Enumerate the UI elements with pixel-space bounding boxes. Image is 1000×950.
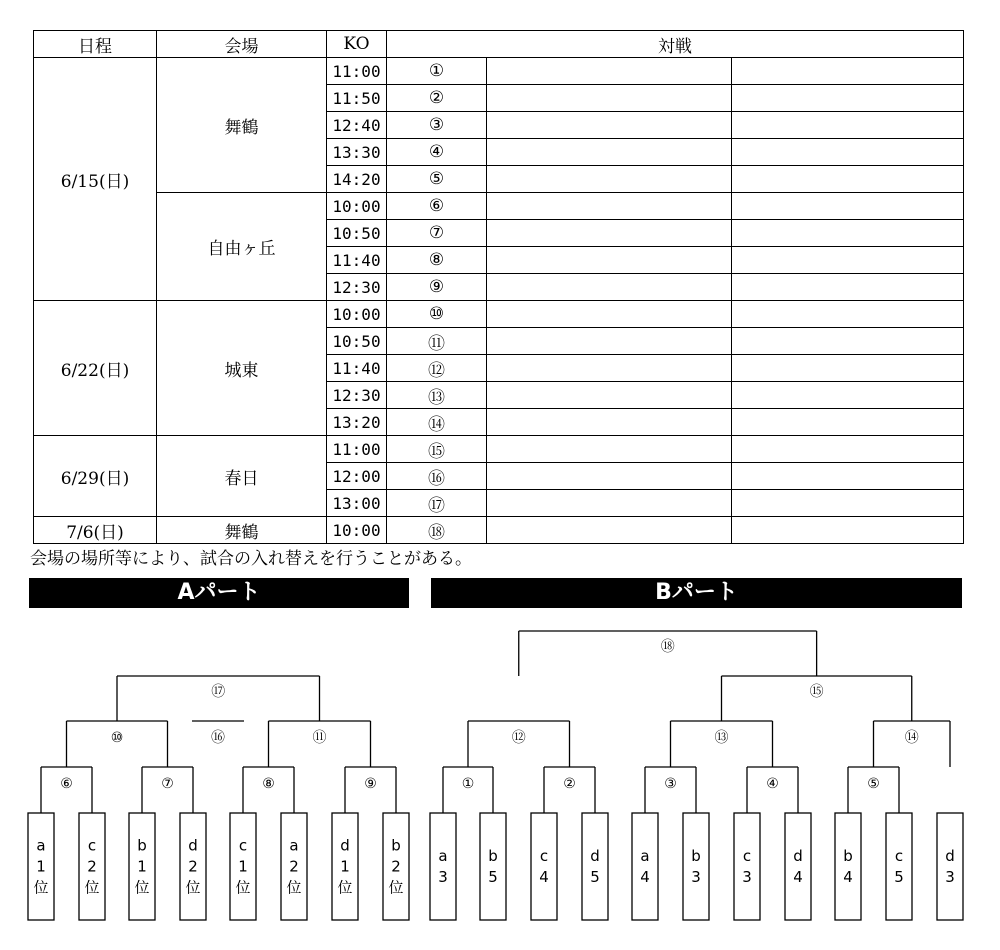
team-slot-box xyxy=(886,813,912,920)
team-slot-text: 1 xyxy=(137,857,147,876)
match-label-b-r2: ⑭ xyxy=(904,730,919,746)
team-slot-box xyxy=(480,813,506,920)
match-label-b-r1: ① xyxy=(461,776,475,792)
kickoff-time: 14:20 xyxy=(327,166,387,193)
team-slot-text: 1 xyxy=(340,857,350,876)
team-slot-text: d xyxy=(945,847,955,865)
team-slot-text: 5 xyxy=(590,868,600,886)
team-slot-text: 3 xyxy=(945,868,955,886)
match-number: ④ xyxy=(387,139,487,166)
team-slot-text: 3 xyxy=(438,868,448,886)
match-label-b-r1: ③ xyxy=(664,776,677,792)
match-label-b-r2: ⑬ xyxy=(714,730,729,746)
team-slot-text: b xyxy=(391,836,401,855)
team-slot-text: d xyxy=(340,836,350,855)
match-label-a-final: ⑰ xyxy=(211,684,226,700)
header-venue: 会場 xyxy=(157,31,327,58)
kickoff-time: 13:00 xyxy=(327,490,387,517)
team-slot-text: a xyxy=(36,836,46,855)
team-slot-box xyxy=(835,813,861,920)
match-number: ⑯ xyxy=(387,463,487,490)
team-slot-box xyxy=(937,813,963,920)
match-number: ⑪ xyxy=(387,328,487,355)
team-slot-text: 4 xyxy=(843,868,853,886)
match-label-b-r1: ② xyxy=(563,776,576,792)
team-slot-text: b xyxy=(691,847,701,865)
team-slot-box xyxy=(785,813,811,920)
match-label-a-r2: ⑩ xyxy=(110,730,124,746)
match-number: ⑨ xyxy=(387,274,487,301)
team-slot-text: 位 xyxy=(134,878,150,897)
match-number: ⑭ xyxy=(387,409,487,436)
team-slot-box xyxy=(531,813,557,920)
team-slot-text: d xyxy=(793,847,803,865)
team-slot-text: 4 xyxy=(640,868,650,886)
match-number: ② xyxy=(387,85,487,112)
team-slot-box xyxy=(632,813,658,920)
match-number: ⑧ xyxy=(387,247,487,274)
team-slot-box xyxy=(582,813,608,920)
match-number: ① xyxy=(387,58,487,85)
header-match: 対戦 xyxy=(387,31,964,58)
team-slot-text: c xyxy=(87,836,97,855)
kickoff-time: 12:00 xyxy=(327,463,387,490)
team-slot-text: a xyxy=(438,847,448,865)
team-slot-text: 2 xyxy=(391,857,401,876)
kickoff-time: 11:00 xyxy=(327,58,387,85)
kickoff-time: 13:30 xyxy=(327,139,387,166)
team-slot-text: 位 xyxy=(286,878,302,897)
kickoff-time: 11:00 xyxy=(327,436,387,463)
kickoff-time: 11:40 xyxy=(327,247,387,274)
match-label-b-r3: ⑮ xyxy=(809,684,824,700)
match-label-b-r1: ④ xyxy=(766,776,779,792)
kickoff-time: 10:00 xyxy=(327,517,387,544)
team-slot-box xyxy=(734,813,760,920)
team-slot-text: c xyxy=(238,836,248,855)
kickoff-time: 12:30 xyxy=(327,274,387,301)
match-label-b-final: ⑱ xyxy=(660,639,675,655)
team-slot-box xyxy=(683,813,709,920)
team-slot-text: b xyxy=(843,847,853,865)
team-slot-text: a xyxy=(289,836,299,855)
match-number: ⑱ xyxy=(387,517,487,544)
match-date: 6/15(日) xyxy=(34,58,157,301)
header-ko: KO xyxy=(327,31,387,58)
team-slot-text: b xyxy=(488,847,498,865)
match-label-a-r1: ⑥ xyxy=(60,776,73,792)
team-slot-text: 3 xyxy=(691,868,701,886)
match-date: 7/6(日) xyxy=(34,517,157,544)
match-venue: 城東 xyxy=(157,301,327,436)
team-slot-text: 位 xyxy=(33,878,49,897)
match-number: ⑮ xyxy=(387,436,487,463)
match-label-b-r1: ⑤ xyxy=(867,776,880,792)
team-slot-text: 5 xyxy=(488,868,498,886)
match-number: ③ xyxy=(387,112,487,139)
match-venue: 舞鶴 xyxy=(157,58,327,193)
team-slot-text: 位 xyxy=(84,878,100,897)
kickoff-time: 12:30 xyxy=(327,382,387,409)
match-number: ⑥ xyxy=(387,193,487,220)
team-slot-text: 位 xyxy=(185,878,201,897)
match-number: ⑤ xyxy=(387,166,487,193)
kickoff-time: 10:50 xyxy=(327,328,387,355)
match-number: ⑦ xyxy=(387,220,487,247)
match-label-b-r2: ⑫ xyxy=(511,730,526,746)
kickoff-time: 10:50 xyxy=(327,220,387,247)
match-label-a-r1: ⑦ xyxy=(161,776,174,792)
team-slot-text: c xyxy=(742,847,752,865)
match-label-a-r1: ⑧ xyxy=(262,776,275,792)
match-venue: 春日 xyxy=(157,436,327,517)
match-venue: 自由ヶ丘 xyxy=(157,193,327,301)
part-b-title: Bパート xyxy=(431,578,962,608)
team-slot-text: a xyxy=(640,847,650,865)
kickoff-time: 12:40 xyxy=(327,112,387,139)
kickoff-time: 10:00 xyxy=(327,193,387,220)
team-slot-text: d xyxy=(188,836,198,855)
part-a-title: Aパート xyxy=(29,578,409,608)
team-slot-text: 2 xyxy=(188,857,198,876)
kickoff-time: 11:40 xyxy=(327,355,387,382)
match-number: ⑰ xyxy=(387,490,487,517)
match-venue: 舞鶴 xyxy=(157,517,327,544)
kickoff-time: 11:50 xyxy=(327,85,387,112)
team-slot-text: 位 xyxy=(337,878,353,897)
match-number: ⑫ xyxy=(387,355,487,382)
team-slot-box xyxy=(430,813,456,920)
team-slot-text: 3 xyxy=(742,868,752,886)
match-date: 6/29(日) xyxy=(34,436,157,517)
match-label-a-r1: ⑨ xyxy=(364,776,377,792)
kickoff-time: 10:00 xyxy=(327,301,387,328)
team-slot-text: b xyxy=(137,836,147,855)
team-slot-text: 4 xyxy=(793,868,803,886)
team-slot-text: 位 xyxy=(235,878,251,897)
team-slot-text: 2 xyxy=(87,857,97,876)
team-slot-text: 5 xyxy=(894,868,904,886)
kickoff-time: 13:20 xyxy=(327,409,387,436)
team-slot-text: d xyxy=(590,847,600,865)
match-label-a-r2: ⑪ xyxy=(312,730,327,746)
team-slot-text: c xyxy=(894,847,904,865)
team-slot-text: 1 xyxy=(238,857,248,876)
match-date: 6/22(日) xyxy=(34,301,157,436)
match-number: ⑩ xyxy=(387,301,487,328)
team-slot-text: 2 xyxy=(289,857,299,876)
header-date: 日程 xyxy=(34,31,157,58)
venue-note: 会場の場所等により、試合の入れ替えを行うことがある。 xyxy=(30,549,472,569)
team-slot-text: 4 xyxy=(539,868,549,886)
team-slot-text: 位 xyxy=(388,878,404,897)
match-label-a-third: ⑯ xyxy=(211,730,225,746)
match-number: ⑬ xyxy=(387,382,487,409)
team-slot-text: 1 xyxy=(36,857,46,876)
team-slot-text: c xyxy=(539,847,549,865)
